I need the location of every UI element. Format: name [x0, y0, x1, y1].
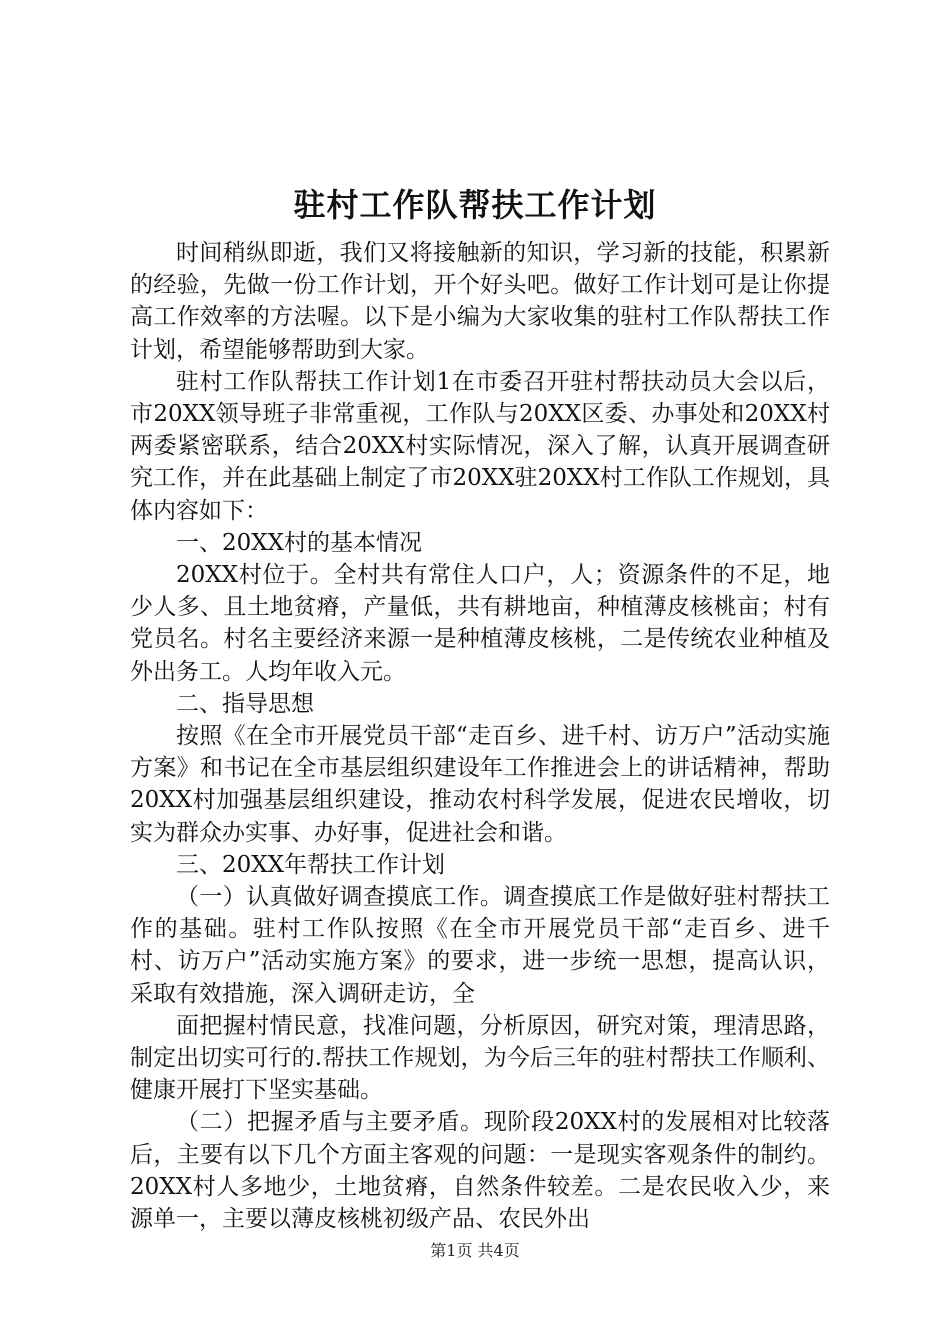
paragraph-intro: 时间稍纵即逝，我们又将接触新的知识，学习新的技能，积累新的经验，先做一份工作计划，开个好头吧。做好工作计划可是让你提高工作效率的方法喔。以下是小编为大家收集的驻村工作队帮扶工作计划，希望能够帮助到大家。	[130, 240, 830, 363]
document-body	[130, 237, 830, 1235]
paragraph-survey-work: （一）认真做好调查摸底工作。调查摸底工作是做好驻村帮扶工作的基础。驻村工作队按照《在全市开展党员干部“走百乡、进千村、访万户”活动实施方案》的要求，进一步统一思想，提高认识，采取有效措施，深入调研走访，全	[130, 884, 830, 1007]
document-title: 驻村工作队帮扶工作计划	[293, 186, 657, 224]
paragraph-survey-work-continued: 面把握村情民意，找准问题，分析原因，研究对策，理清思路，制定出切实可行的.帮扶工作规划，为今后三年的驻村帮扶工作顺利、健康开展打下坚实基础。	[130, 1012, 830, 1104]
paragraph-plan-overview: 驻村工作队帮扶工作计划1在市委召开驻村帮扶动员大会以后，市20XX领导班子非常重视，工作队与20XX区委、办事处和20XX村两委紧密联系，结合20XX村实际情况，深入了解，认真开展调查研究工作，并在此基础上制定了市20XX驻20XX村工作队工作规划，具体内容如下：	[130, 368, 830, 524]
paragraph-basic-situation: 20XX村位于。全村共有常住人口户，人；资源条件的不足，地少人多、且土地贫瘠，产量低，共有耕地亩，种植薄皮核桃亩；村有党员名。村名主要经济来源一是种植薄皮核桃，二是传统农业种植及外出务工。人均年收入元。	[130, 562, 830, 685]
paragraph-guiding-ideology: 按照《在全市开展党员干部“走百乡、进千村、访万户”活动实施方案》和书记在全市基层组织建设年工作推进会上的讲话精神，帮助20XX村加强基层组织建设，推动农村科学发展，促进农民增收，切实为群众办实事、办好事，促进社会和谐。	[130, 723, 830, 846]
section-heading-work-plan: 三、20XX年帮扶工作计划	[176, 851, 446, 878]
section-heading-basic-situation: 一、20XX村的基本情况	[176, 529, 423, 556]
section-heading-guiding-ideology: 二、指导思想	[176, 690, 314, 717]
paragraph-main-contradictions: （二）把握矛盾与主要矛盾。现阶段20XX村的发展相对比较落后，主要有以下几个方面主客观的问题：一是现实客观条件的制约。20XX村人多地少，土地贫瘠，自然条件较差。二是农民收入少，来源单一，主要以薄皮核桃初级产品、农民外出	[130, 1109, 830, 1233]
page-number-footer: 第1页 共4页	[430, 1241, 520, 1260]
